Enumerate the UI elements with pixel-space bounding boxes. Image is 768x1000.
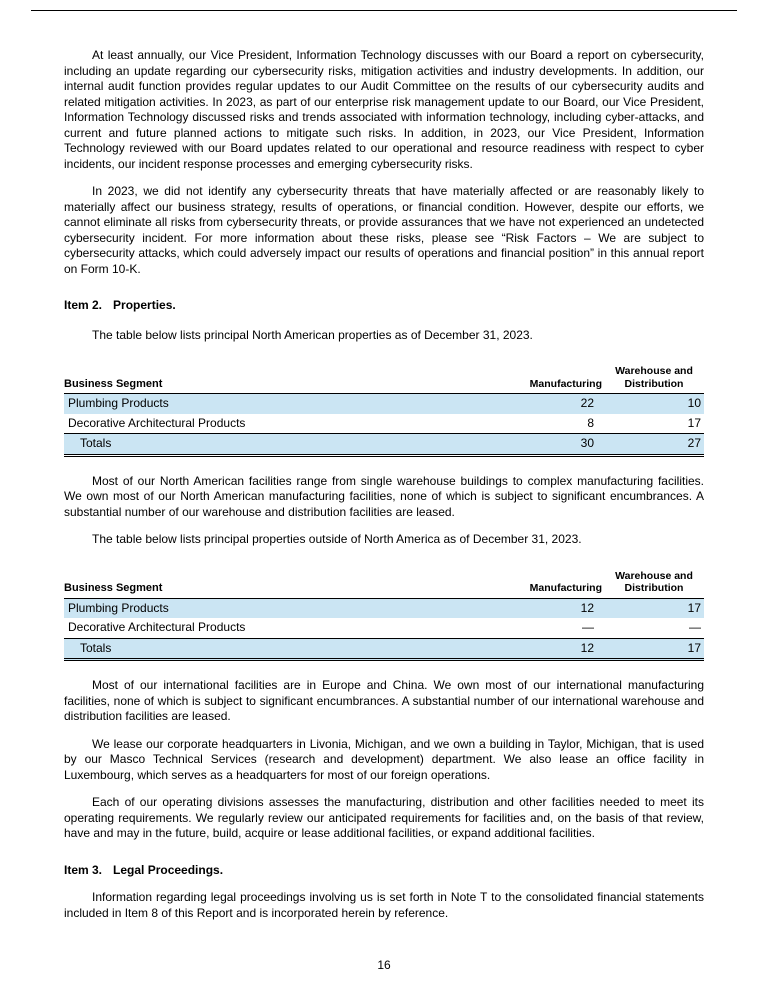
table-row bbox=[64, 598, 704, 618]
table-row bbox=[64, 618, 704, 638]
paragraph-intl-facilities: Most of our international facilities are in Europe and China. We own most of our international manufacturing facilities, none of which is subject to significant encumbrances. A substantial number of our international warehouse and distribution facilities are leased. bbox=[64, 678, 704, 723]
paragraph-cybersecurity-threats: In 2023, we did not identify any cybersecurity threats that have materially affected or are reasonably likely to materially affect our business strategy, results of operations, or financial condition. However, despite our efforts, we cannot eliminate all risks from cybersecurity threats, or provide assurances that we have not experienced an undetected cybersecurity incident. For more information about these risks, please see “Risk Factors – We are subject to cybersecurity attacks, which could adversely impact our results of operations and financial position” in this annual report on Form 10-K. bbox=[64, 184, 704, 276]
header-business-segment: Business Segment bbox=[64, 365, 520, 394]
paragraph-na-facilities: Most of our North American facilities range from single warehouse buildings to complex manufacturing facilities. We own most of our North American manufacturing facilities, none of which is subject to significant encumbrances. A substantial number of our warehouse and distribution facilities are leased. bbox=[64, 473, 704, 519]
item2-number: Item 2. bbox=[64, 298, 103, 312]
cell-segment: Plumbing Products bbox=[64, 598, 520, 618]
item3-number: Item 3. bbox=[64, 862, 103, 877]
table-totals-row bbox=[64, 638, 704, 660]
cell-warehouse: 10 bbox=[604, 394, 704, 414]
cell-totals-label: Totals bbox=[64, 638, 520, 660]
north-america-properties-table bbox=[64, 365, 704, 457]
cell-segment: Plumbing Products bbox=[64, 394, 520, 414]
header-manufacturing: Manufacturing bbox=[520, 365, 604, 394]
table-header-row bbox=[64, 570, 704, 599]
paragraph-divisions: Each of our operating divisions assesses the manufacturing, distribution and other facilities needed to meet its operating requirements. We regularly review our anticipated requirements for facilities and, on the basis of that review, have and may in the future, build, acquire or lease additional facilities, or expand additional facilities. bbox=[64, 795, 704, 840]
cell-totals-warehouse: 27 bbox=[604, 434, 704, 456]
page-top-divider bbox=[31, 10, 737, 11]
cell-manufacturing: — bbox=[582, 620, 594, 634]
cell-warehouse: 17 bbox=[687, 415, 701, 430]
item3-title: Legal Proceedings. bbox=[113, 862, 224, 877]
item2-title: Properties. bbox=[113, 298, 176, 312]
table-totals-row bbox=[64, 434, 704, 456]
header-warehouse-distribution: Warehouse and Distribution bbox=[604, 570, 704, 599]
cell-segment: Decorative Architectural Products bbox=[68, 620, 246, 634]
header-manufacturing: Manufacturing bbox=[520, 570, 604, 599]
table2-intro-paragraph: The table below lists principal properties outside of North America as of December 31, 2023. bbox=[92, 532, 582, 546]
cell-manufacturing: 12 bbox=[520, 598, 604, 618]
header-warehouse-distribution: Warehouse and Distribution bbox=[604, 365, 704, 394]
cell-manufacturing: 22 bbox=[520, 394, 604, 414]
cell-warehouse: — bbox=[689, 620, 701, 634]
page-number: 16 bbox=[377, 958, 391, 972]
item2-heading bbox=[64, 298, 704, 314]
table-row bbox=[64, 414, 704, 434]
cell-totals-manufacturing: 12 bbox=[520, 638, 604, 660]
paragraph-legal-proceedings: Information regarding legal proceedings involving us is set forth in Note T to the consolidated financial statements included in Item 8 of this Report and is incorporated herein by reference. bbox=[64, 890, 704, 920]
cell-manufacturing: 8 bbox=[587, 415, 594, 430]
cell-totals-label: Totals bbox=[64, 434, 520, 456]
cell-warehouse: 17 bbox=[604, 598, 704, 618]
paragraph-cybersecurity-oversight: At least annually, our Vice President, Information Technology discusses with our Board a report on cybersecurity, including an update regarding our cybersecurity risks, mitigation activities and industry developments. In addition, our internal audit function provides regular updates to our Audit Committee on the results of our cybersecurity audits and related mitigation activities. In 2023, as part of our enterprise risk management update to our Board, our Vice President, Information Technology discussed risks and trends associated with information technology, including cyber-attacks, and current and future planned actions to mitigate such risks. In addition, in 2023, our Vice President, Information Technology reviewed with our Board updates related to our operational and resource readiness with respect to cyber incidents, our incident response processes and emerging cybersecurity risks. bbox=[64, 48, 704, 171]
table1-intro-paragraph: The table below lists principal North American properties as of December 31, 2023. bbox=[92, 327, 533, 342]
cell-totals-warehouse: 17 bbox=[604, 638, 704, 660]
cell-segment: Decorative Architectural Products bbox=[68, 415, 246, 430]
international-properties-table bbox=[64, 570, 704, 662]
item3-heading bbox=[64, 863, 704, 879]
cell-totals-manufacturing: 30 bbox=[520, 434, 604, 456]
table-row bbox=[64, 394, 704, 414]
paragraph-headquarters: We lease our corporate headquarters in Livonia, Michigan, and we own a building in Taylor, Michigan, that is used by our Masco Technical Services (research and development) department. We also lease an office facility in Luxembourg, which serves as a headquarters for most of our foreign operations. bbox=[64, 736, 704, 782]
header-business-segment: Business Segment bbox=[64, 570, 520, 599]
table-header-row bbox=[64, 365, 704, 394]
